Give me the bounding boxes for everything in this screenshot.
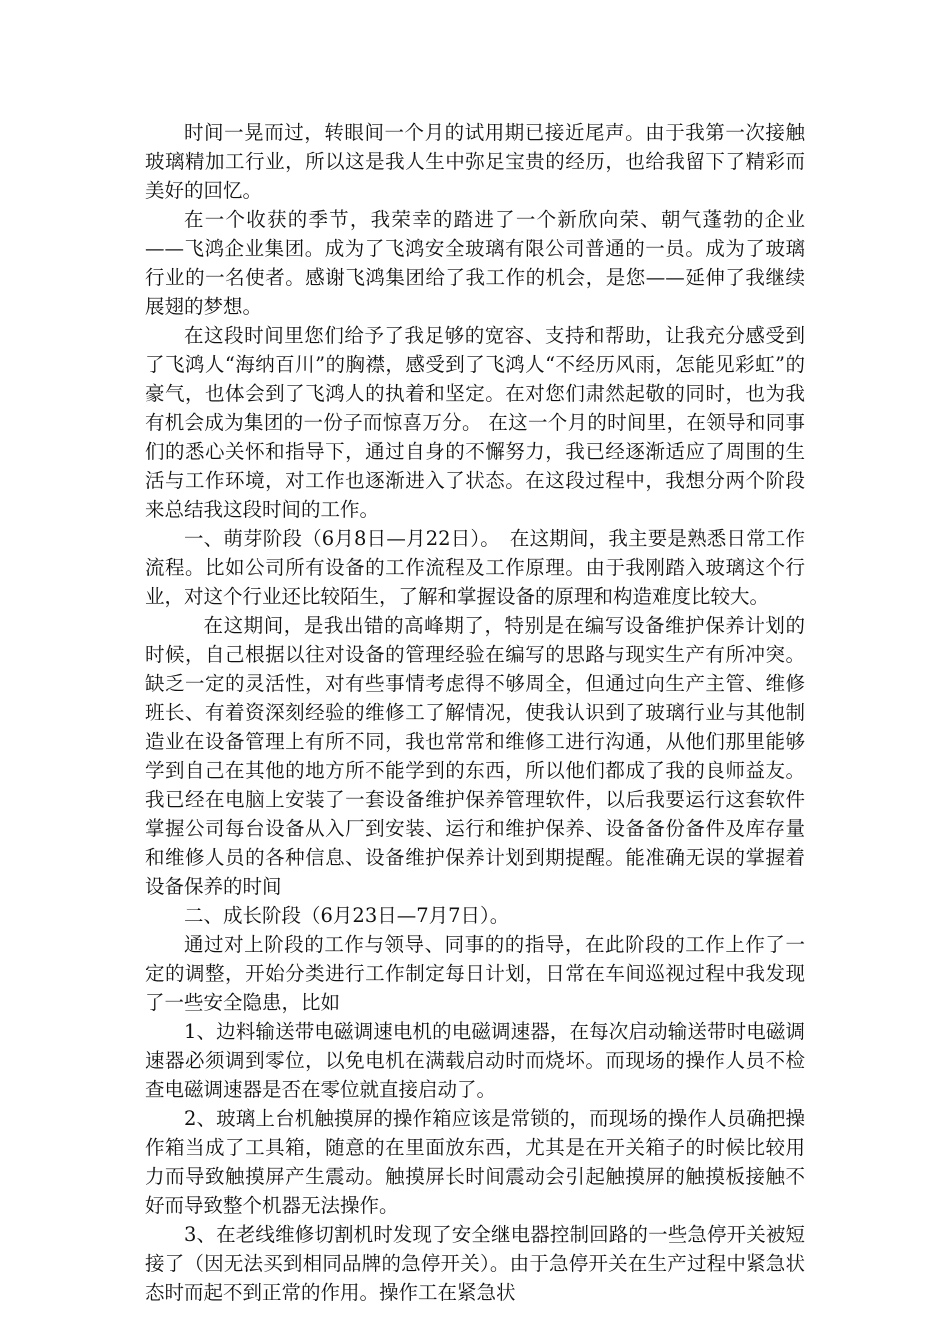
paragraph-stage-two-intro: 通过对上阶段的工作与领导、同事的的指导，在此阶段的工作上作了一定的调整，开始分类进行工作制定每日计划，日常在车间巡视过程中我发现了一些安全隐患，比如 <box>145 933 805 1014</box>
paragraph-stage-one: 一、萌芽阶段（6月8日—月22日）。 在这期间，我主要是熟悉日常工作流程。比如公司所有设备的工作流程及工作原理。由于我刚踏入玻璃这个行业，对这个行业还比较陌生，了解和掌握设备的原理和构造难度比较大。 <box>145 527 805 608</box>
paragraph-intro: 时间一晃而过，转眼间一个月的试用期已接近尾声。由于我第一次接触玻璃精加工行业，所以这是我人生中弥足宝贵的经历，也给我留下了精彩而美好的回忆。 <box>145 121 805 202</box>
paragraph-gratitude: 在这段时间里您们给予了我足够的宽容、支持和帮助，让我充分感受到了飞鸿人“海纳百川”的胸襟，感受到了飞鸿人“不经历风雨，怎能见彩虹”的豪气，也体会到了飞鸿人的执着和坚定。在对您们肃然起敬的同时，也为我有机会成为集团的一份子而惊喜万分。 在这一个月的时间里，在领导和同事们的悉心关怀和指导下，通过自身的不懈努力，我已经逐渐适应了周围的生活与工作环境，对工作也逐渐进入了状态。在这段过程中，我想分两个阶段来总结我这段时间的工作。 <box>145 324 805 521</box>
paragraph-joining-company: 在一个收获的季节，我荣幸的踏进了一个新欣向荣、朝气蓬勃的企业——飞鸿企业集团。成为了飞鸿安全玻璃有限公司普通的一员。成为了玻璃行业的一名使者。感谢飞鸿集团给了我工作的机会，是您——延伸了我继续展翅的梦想。 <box>145 208 805 318</box>
paragraph-hazard-3: 3、在老线维修切割机时发现了安全继电器控制回路的一些急停开关被短接了（因无法买到相同品牌的急停开关）。由于急停开关在生产过程中紧急状态时而起不到正常的作用。操作工在紧急状 <box>145 1223 805 1304</box>
paragraph-hazard-1: 1、边料输送带电磁调速电机的电磁调速器，在每次启动输送带时电磁调速器必须调到零位，以免电机在满载启动时而烧坏。而现场的操作人员不检查电磁调速器是否在零位就直接启动了。 <box>145 1020 805 1101</box>
paragraph-stage-two-heading: 二、成长阶段（6月23日—7月7日）。 <box>184 904 510 927</box>
paragraph-hazard-2: 2、玻璃上台机触摸屏的操作箱应该是常锁的，而现场的操作人员确把操作箱当成了工具箱，随意的在里面放东西，尤其是在开关箱子的时候比较用力而导致触摸屏产生震动。触摸屏长时间震动会引起触摸屏的触摸板接触不好而导致整个机器无法操作。 <box>145 1107 805 1217</box>
paragraph-stage-one-details: 在这期间，是我出错的高峰期了，特别是在编写设备维护保养计划的时候，自己根据以往对设备的管理经验在编写的思路与现实生产有所冲突。缺乏一定的灵活性，对有些事情考虑得不够周全，但通过向生产主管、维修班长、有着资深刻经验的维修工了解情况，使我认识到了玻璃行业与其他制造业在设备管理上有所不同，我也常常和维修工进行沟通，从他们那里能够学到自己在其他的地方所不能学到的东西，所以他们都成了我的良师益友。我已经在电脑上安装了一套设备维护保养管理软件，以后我要运行这套软件掌握公司每台设备从入厂到安装、运行和维护保养、设备备份备件及库存量和维修人员的各种信息、设备维护保养计划到期提醒。能准确无误的掌握着设备保养的时间 <box>145 614 805 898</box>
document-body <box>145 118 805 1307</box>
